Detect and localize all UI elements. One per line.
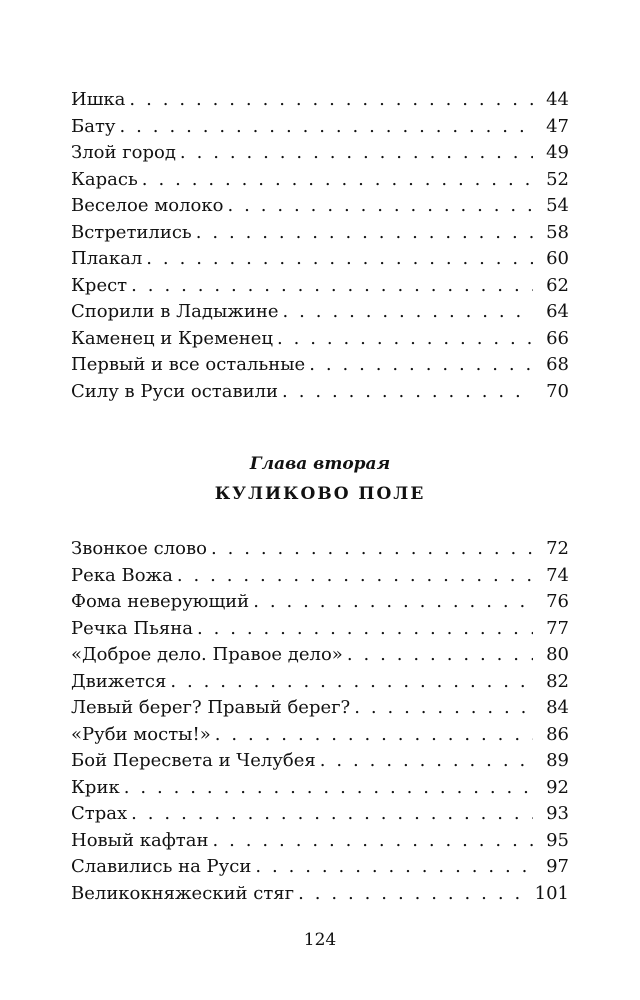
- toc-entry[interactable]: [71, 114, 569, 141]
- toc-list-part-2: [71, 536, 569, 907]
- dot-leader: [124, 775, 533, 802]
- toc-entry-title: Славились на Руси: [71, 856, 252, 877]
- toc-entry-title: Левый берег? Правый берег?: [71, 697, 351, 718]
- toc-entry[interactable]: [71, 246, 569, 273]
- toc-entry-page: 93: [546, 803, 569, 824]
- toc-entry-page: 84: [546, 697, 569, 718]
- dot-leader: [120, 114, 533, 141]
- toc-entry[interactable]: [71, 589, 569, 616]
- toc-entry-page: 66: [546, 327, 569, 349]
- toc-entry-title: Страх: [71, 803, 128, 824]
- toc-entry-title: Плакал: [71, 248, 143, 269]
- toc-entry[interactable]: [71, 801, 569, 828]
- chapter-label: Глава вторая: [249, 454, 391, 474]
- toc-entry[interactable]: [71, 379, 569, 406]
- toc-entry-page: 49: [546, 142, 569, 163]
- toc-entry[interactable]: [71, 87, 569, 114]
- toc-entry-page: 95: [546, 829, 569, 851]
- toc-entry-page: 92: [546, 776, 569, 798]
- toc-entry-page: 54: [546, 195, 569, 216]
- toc-entry-page: 47: [546, 115, 569, 137]
- toc-entry-title: Великокняжеский стяг: [71, 882, 295, 904]
- toc-entry-title: Первый и все остальные: [71, 354, 306, 375]
- toc-entry[interactable]: [71, 140, 569, 167]
- toc-entry-page: 58: [546, 221, 569, 243]
- toc-entry-page: 64: [546, 301, 569, 322]
- toc-entry[interactable]: [71, 854, 569, 881]
- toc-entry[interactable]: [71, 326, 569, 353]
- toc-entry[interactable]: [71, 748, 569, 775]
- dot-leader: [215, 722, 533, 749]
- toc-entry[interactable]: [71, 722, 569, 749]
- dot-leader: [196, 220, 533, 247]
- toc-entry-page: 74: [546, 564, 569, 586]
- dot-leader: [255, 854, 533, 881]
- toc-entry[interactable]: [71, 642, 569, 669]
- toc-entry[interactable]: [71, 775, 569, 802]
- page-number: 124: [303, 930, 337, 950]
- toc-entry-title: Бату: [71, 115, 116, 137]
- dot-leader: [298, 881, 529, 908]
- dot-leader: [309, 352, 533, 379]
- toc-entry[interactable]: [71, 193, 569, 220]
- dot-leader: [354, 695, 533, 722]
- toc-entry-title: «Доброе дело. Правое дело»: [71, 644, 343, 665]
- toc-entry[interactable]: [71, 536, 569, 563]
- toc-entry[interactable]: [71, 167, 569, 194]
- toc-entry-title: Речка Пьяна: [71, 617, 193, 639]
- toc-entry-page: 60: [546, 248, 569, 269]
- toc-entry-title: Злой город: [71, 142, 176, 163]
- toc-entry-title: Встретились: [71, 221, 192, 243]
- toc-entry-page: 68: [546, 354, 569, 375]
- toc-entry-title: Крест: [71, 274, 128, 296]
- dot-leader: [320, 748, 533, 775]
- dot-leader: [277, 326, 533, 353]
- toc-entry-title: Звонкое слово: [71, 538, 207, 559]
- toc-entry[interactable]: [71, 299, 569, 326]
- dot-leader: [197, 616, 533, 643]
- toc-entry-page: 70: [546, 380, 569, 402]
- toc-entry-title: Крик: [71, 776, 120, 798]
- toc-entry-title: Карась: [71, 168, 138, 190]
- toc-entry[interactable]: [71, 616, 569, 643]
- chapter-title: КУЛИКОВО ПОЛЕ: [214, 484, 426, 504]
- toc-entry-title: Фома неверующий: [71, 591, 250, 612]
- toc-entry[interactable]: [71, 881, 569, 908]
- toc-entry-title: Веселое молоко: [71, 195, 224, 216]
- toc-entry[interactable]: [71, 669, 569, 696]
- toc-entry-page: 52: [546, 168, 569, 190]
- toc-entry[interactable]: [71, 273, 569, 300]
- dot-leader: [170, 669, 533, 696]
- toc-entry-title: Ишка: [71, 89, 126, 110]
- dot-leader: [282, 379, 533, 406]
- toc-entry-title: Силу в Руси оставили: [71, 380, 279, 402]
- toc-entry-page: 82: [546, 670, 569, 692]
- dot-leader: [131, 273, 533, 300]
- toc-entry-title: Новый кафтан: [71, 829, 209, 851]
- dot-leader: [283, 299, 533, 326]
- dot-leader: [129, 87, 533, 114]
- toc-entry-title: Бой Пересвета и Челубея: [71, 750, 316, 771]
- toc-entry-page: 76: [546, 591, 569, 612]
- dot-leader: [211, 536, 533, 563]
- toc-entry-page: 72: [546, 538, 569, 559]
- toc-entry-page: 89: [546, 750, 569, 771]
- toc-entry[interactable]: [71, 220, 569, 247]
- dot-leader: [146, 246, 533, 273]
- toc-entry-title: Каменец и Кременец: [71, 327, 273, 349]
- toc-entry-page: 62: [546, 274, 569, 296]
- dot-leader: [227, 193, 533, 220]
- toc-entry-page: 97: [546, 856, 569, 877]
- toc-entry[interactable]: [71, 563, 569, 590]
- toc-entry-title: Спорили в Ладыжине: [71, 301, 279, 322]
- toc-entry-page: 80: [546, 644, 569, 665]
- toc-entry[interactable]: [71, 828, 569, 855]
- toc-entry-page: 86: [546, 723, 569, 745]
- toc-entry[interactable]: [71, 352, 569, 379]
- dot-leader: [177, 563, 533, 590]
- toc-entry-title: «Руби мосты!»: [71, 723, 211, 745]
- toc-entry-page: 44: [546, 89, 569, 110]
- toc-entry[interactable]: [71, 695, 569, 722]
- toc-entry-title: Река Вожа: [71, 564, 173, 586]
- toc-entry-title: Движется: [71, 670, 167, 692]
- toc-list-part-1: [71, 87, 569, 405]
- dot-leader: [180, 140, 533, 167]
- dot-leader: [253, 589, 533, 616]
- dot-leader: [347, 642, 533, 669]
- toc-entry-page: 101: [534, 882, 569, 904]
- dot-leader: [131, 801, 533, 828]
- dot-leader: [142, 167, 533, 194]
- dot-leader: [212, 828, 533, 855]
- toc-entry-page: 77: [546, 617, 569, 639]
